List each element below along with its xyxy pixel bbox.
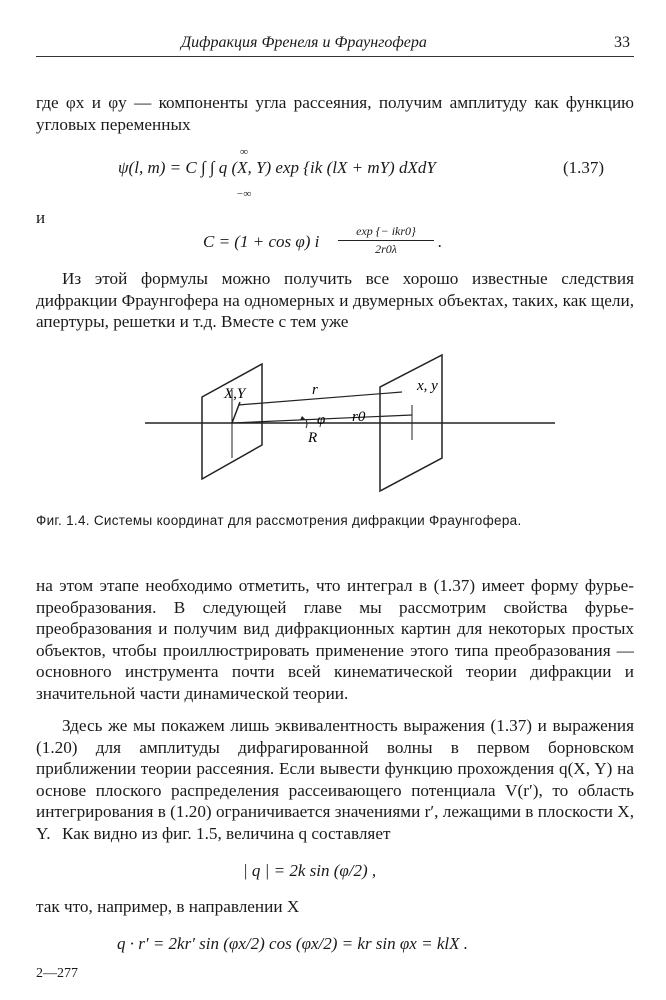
integral-lower-limit: −∞ bbox=[236, 188, 252, 200]
angle-arrow-head bbox=[300, 416, 306, 420]
paragraph-equivalence: Здесь же мы покажем лишь эквивалентность выражения (1.37) и выражения (1.20) для амплитуды дифрагированной волны в первом борновском приближении теории рассеяния. Если вывести функцию прохождения q(X, Y) на основе плоского распределения рассеивающего потенциала V(r′), то область интегрирования в (1.20) ограничивается значениями r′, лежащими в плоскости X, Y. bbox=[36, 716, 634, 843]
object-point-marker bbox=[232, 402, 240, 423]
label-object-coords: X,Y bbox=[224, 386, 246, 402]
running-title: Дифракция Френеля и Фраунгофера bbox=[181, 34, 427, 51]
label-r: r bbox=[312, 382, 318, 398]
equation-c bbox=[203, 232, 319, 252]
equation-1-37-body: ψ(l, m) = C ∫ ∫ q (X, Y) exp {ik (lX + mY) dXdY bbox=[118, 158, 436, 177]
paragraph-fourier: на этом этапе необходимо отметить, что интеграл в (1.37) имеет форму фурье-преобразования. В следующей главе мы рассмотрим свойства фурье-преобразования и получим вид дифракционных картин для некоторых простых объектов, чтобы проиллюстрировать применение этого типа преобразования — основного инструмента почти всей кинематической теории дифракции и значительной части динамической теории. bbox=[36, 576, 634, 703]
equation-c-lhs: C = (1 + cos φ) i bbox=[203, 232, 320, 251]
label-r0: r0 bbox=[352, 409, 366, 425]
paragraph-fig-reference: Как видно из фиг. 1.5, величина q составляет bbox=[62, 824, 391, 843]
conjunction-and: и bbox=[36, 208, 46, 227]
label-image-coords: x, y bbox=[417, 378, 438, 394]
label-R: R bbox=[308, 430, 318, 446]
fraction-numerator: exp {− ikr0} bbox=[338, 224, 434, 241]
equation-q-dot-r: q · r′ = 2kr′ sin (φx/2) cos (φx/2) = kr sin φx = klX . bbox=[117, 934, 468, 953]
printer-signature: 2—277 bbox=[36, 966, 78, 981]
label-phi: φ bbox=[317, 412, 326, 428]
equation-1-37 bbox=[118, 158, 436, 178]
equation-c-period: . bbox=[438, 232, 443, 251]
paragraph-consequences: Из этой формулы можно получить все хорошо известные следствия дифракции Фраунгофера на одномерных и двумерных объектах, таких, как щели, апертуры, решетки и т.д. Вместе с тем уже bbox=[36, 269, 634, 331]
equation-q-magnitude: | q | = 2k sin (φ/2) , bbox=[243, 861, 377, 880]
equation-number: (1.37) bbox=[563, 158, 605, 177]
running-header bbox=[36, 30, 634, 57]
paragraph-direction: так что, например, в направлении X bbox=[36, 897, 300, 916]
angle-arc bbox=[306, 420, 307, 428]
paragraph-intro: где φx и φy — компоненты угла рассеяния, получим амплитуду как функцию угловых переменных bbox=[36, 93, 634, 134]
integral-upper-limit: ∞ bbox=[240, 146, 248, 158]
fraction-denominator: 2r0λ bbox=[375, 242, 397, 256]
figure-diagram bbox=[140, 350, 560, 500]
figure-caption: Фиг. 1.4. Системы координат для рассмотрения дифракции Фраунгофера. bbox=[36, 513, 522, 528]
equation-c-fraction bbox=[338, 224, 434, 257]
page-number: 33 bbox=[614, 34, 630, 51]
